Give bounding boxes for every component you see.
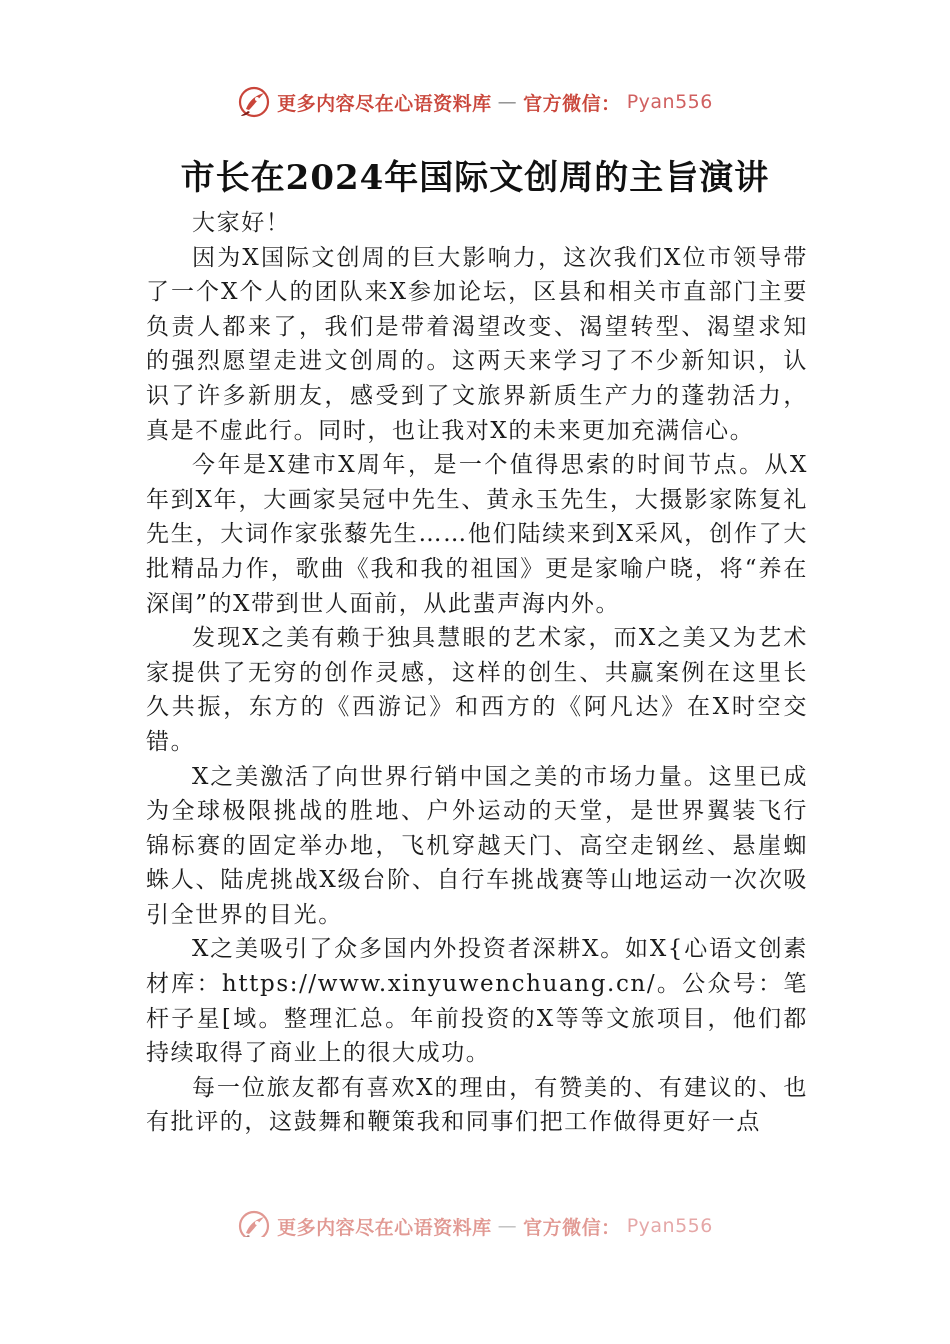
brush-logo-icon [237, 1209, 271, 1237]
paragraph: X之美吸引了众多国内外投资者深耕X。如X{心语文创素材库：https://www.xinyuwenchuang.cn/。公众号：笔杆子星[域。整理汇总。年前投资的X等等文旅项目，他们都持续取得了商业上的很大成功。 [146, 936, 808, 1067]
footer-wechat-label: 官方微信： [523, 1216, 621, 1237]
header-brand-text: 更多内容尽在心语资料库 [277, 92, 492, 115]
paragraph: 因为X国际文创周的巨大影响力，这次我们X位市领导带了一个X个人的团队来X参加论坛，区县和相关市直部门主要负责人都来了，我们是带着渴望改变、渴望转型、渴望求知的强烈愿望走进文创周的。这两天来学习了不少新知识，认识了许多新朋友，感受到了文旅界新质生产力的蓬勃活力，真是不虚此行。同时，也让我对X的未来更加充满信心。 [146, 244, 808, 444]
footer-separator: — [497, 1215, 518, 1237]
footer-brand-text: 更多内容尽在心语资料库 [277, 1216, 492, 1237]
header-wechat-id: Pyan556 [626, 91, 713, 113]
page-title: 市长在2024年国际文创周的主旨演讲 [180, 158, 770, 198]
header-banner[interactable] [0, 82, 950, 122]
brush-logo-icon [237, 85, 271, 119]
document-body [146, 206, 808, 1216]
paragraph: 发现X之美有赖于独具慧眼的艺术家，而X之美又为艺术家提供了无穷的创作灵感，这样的创生、共赢案例在这里长久共振，东方的《西游记》和西方的《阿凡达》在X时空交错。 [146, 625, 808, 755]
footer-wechat-id: Pyan556 [626, 1215, 713, 1237]
paragraph-greeting: 大家好！ [192, 210, 291, 236]
paragraph: 每一位旅友都有喜欢X的理由，有赞美的、有建议的、也有批评的，这鼓舞和鞭策我和同事们把工作做得更好一点 [146, 1074, 808, 1136]
paragraph: 今年是X建市X周年，是一个值得思索的时间节点。从X年到X年，大画家吴冠中先生、黄永玉先生，大摄影家陈复礼先生，大词作家张藜先生……他们陆续来到X采风，创作了大批精品力作，歌曲《我和我的祖国》更是家喻户晓，将“养在深闺”的X带到世人面前，从此蜚声海内外。 [146, 452, 808, 617]
header-wechat-label: 官方微信： [523, 92, 621, 115]
footer-banner[interactable] [0, 1203, 950, 1237]
header-separator: — [497, 91, 518, 113]
paragraph: X之美激活了向世界行销中国之美的市场力量。这里已成为全球极限挑战的胜地、户外运动的天堂，是世界翼装飞行锦标赛的固定举办地，飞机穿越天门、高空走钢丝、悬崖蜘蛛人、陆虎挑战X级台阶、自行车挑战赛等山地运动一次次吸引全世界的目光。 [146, 763, 808, 928]
